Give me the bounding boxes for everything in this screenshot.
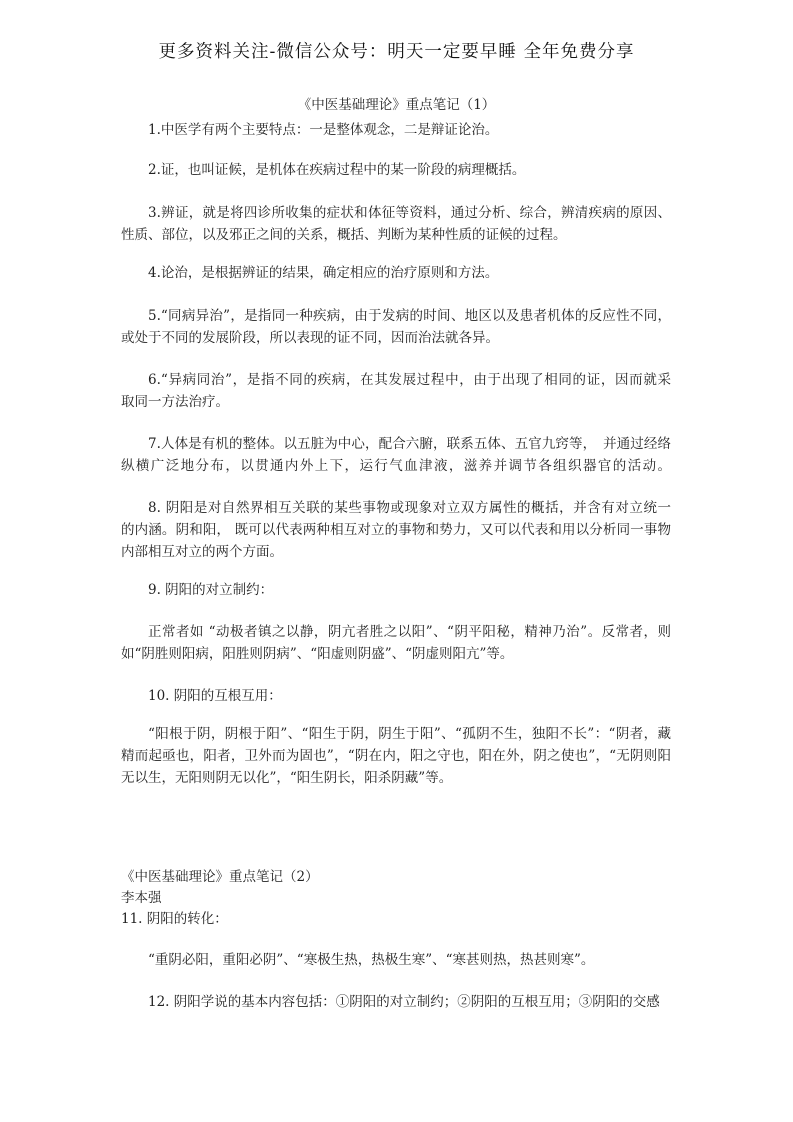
watermark-header: 更多资料关注-微信公众号：明天一定要早睡 全年免费分享 bbox=[158, 42, 635, 62]
paragraph-1: 1.中医学有两个主要特点：一是整体观念，二是辩证论治。 bbox=[148, 122, 499, 138]
item-10-body-line-1: “阳根于阴，阴根于阳”、“阳生于阴，阴生于阳”、“孤阴不生，独阳不长”：“阴者，藏 bbox=[148, 726, 671, 742]
item-12: 12. 阴阳学说的基本内容包括：①阴阳的对立制约；②阴阳的互根互用；③阴阳的交感 bbox=[148, 994, 660, 1010]
paragraph-3-line-1: 3.辨证，就是将四诊所收集的症状和体征等资料，通过分析、综合，辨清疾病的原因、 bbox=[148, 205, 671, 221]
paragraph-5-line-2: 或处于不同的发展阶段，所以表现的证不同，因而治法就各异。 bbox=[121, 330, 499, 346]
item-10-heading: 10. 阴阳的互根互用： bbox=[148, 688, 282, 704]
item-10-body-line-2: 精而起亟也，阳者，卫外而为固也”，“阴在内，阳之守也，阳在外，阴之使也”，“无阴则阳 bbox=[121, 748, 671, 764]
paragraph-7-line-1: 7.人体是有机的整体。以五脏为中心，配合六腑，联系五体、五官九窍等， 并通过经络 bbox=[148, 436, 671, 452]
section-title-2: 《中医基础理论》重点笔记（2） bbox=[121, 869, 319, 885]
item-11-body: “重阴必阳，重阳必阴”、“寒极生热，热极生寒”、“寒甚则热，热甚则寒”。 bbox=[148, 952, 595, 968]
paragraph-5-line-1: 5.“同病异治”，是指同一种疾病，由于发病的时间、地区以及患者机体的反应性不同， bbox=[148, 308, 671, 324]
section-title-1: 《中医基础理论》重点笔记（1） bbox=[297, 97, 496, 113]
item-9-body-line-1: 正常者如 “动极者镇之以静，阴亢者胜之以阳”、“阴平阳秘，精神乃治”。反常者，则 bbox=[148, 624, 671, 640]
paragraph-7-line-2: 纵横广泛地分布，以贯通内外上下，运行气血津液，滋养并调节各组织器官的活动。 bbox=[121, 458, 671, 474]
paragraph-2: 2.证，也叫证候，是机体在疾病过程中的某一阶段的病理概括。 bbox=[148, 162, 526, 178]
paragraph-8-line-1: 8. 阴阳是对自然界相互关联的某些事物或现象对立双方属性的概括，并含有对立统一 bbox=[148, 500, 671, 516]
paragraph-6-line-2: 取同一方法治疗。 bbox=[121, 394, 229, 410]
item-10-body-line-3: 无以生，无阳则阴无以化”，“阳生阴长，阳杀阴藏”等。 bbox=[121, 770, 453, 786]
paragraph-8-line-3: 内部相互对立的两个方面。 bbox=[121, 544, 283, 560]
paragraph-4: 4.论治，是根据辨证的结果，确定相应的治疗原则和方法。 bbox=[148, 265, 499, 281]
item-11-heading: 11. 阴阳的转化： bbox=[121, 911, 228, 927]
author: 李本强 bbox=[121, 890, 162, 906]
paragraph-6-line-1: 6.“异病同治”，是指不同的疾病，在其发展过程中，由于出现了相同的证，因而就采 bbox=[148, 372, 671, 388]
item-9-body-line-2: 如“阴胜则阳病，阳胜则阴病”、“阳虚则阴盛”、“阴虚则阳亢”等。 bbox=[121, 646, 514, 662]
paragraph-8-line-2: 的内涵。阴和阳， 既可以代表两种相互对立的事物和势力，又可以代表和用以分析同一事物 bbox=[121, 522, 671, 538]
item-9-heading: 9. 阴阳的对立制约： bbox=[148, 582, 274, 598]
paragraph-3-line-2: 性质、部位，以及邪正之间的关系，概括、判断为某种性质的证候的过程。 bbox=[121, 227, 567, 243]
